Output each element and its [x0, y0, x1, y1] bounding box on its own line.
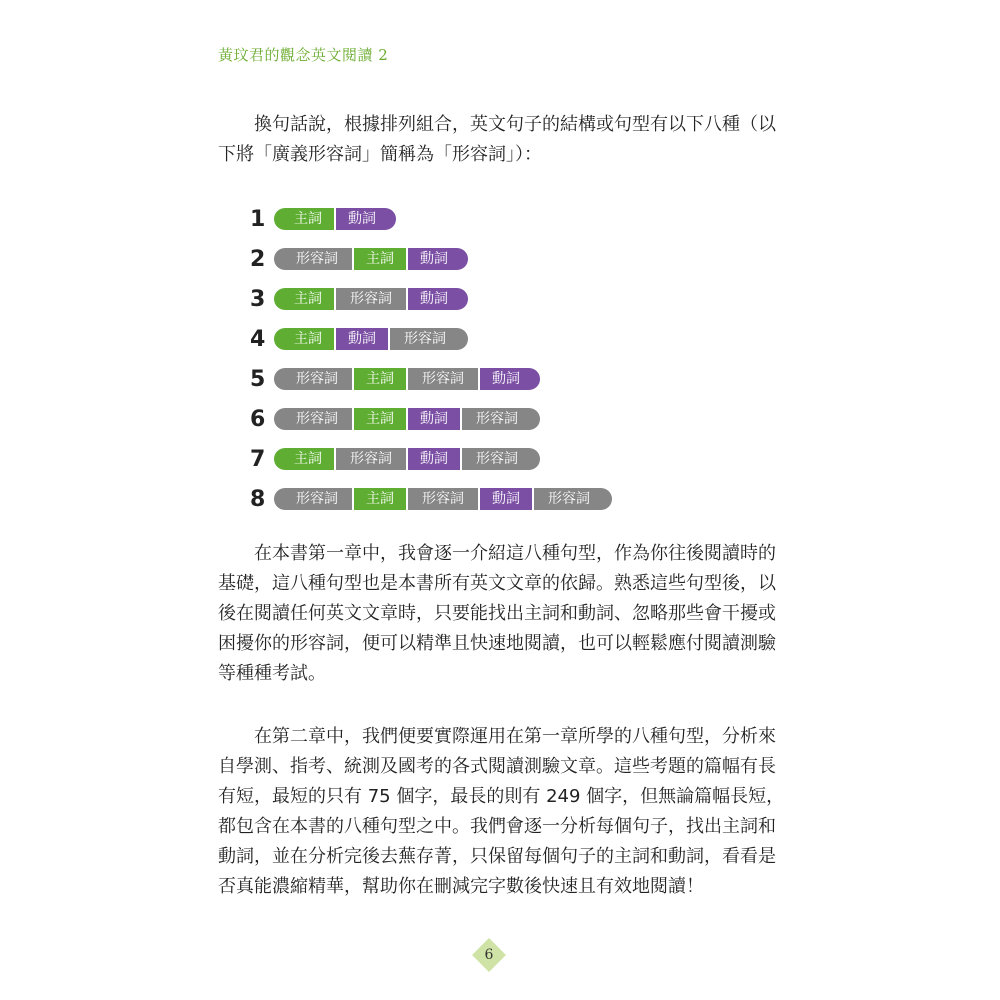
pattern-row-4	[250, 319, 612, 359]
adj-tag: 形容詞	[336, 288, 406, 310]
adj-tag: 形容詞	[274, 408, 352, 430]
verb-tag: 動詞	[408, 288, 468, 310]
pattern-row-6	[250, 399, 612, 439]
pattern-row-7	[250, 439, 612, 479]
text-line: 有短，最短的只有 75 個字，最長的則有 249 個字，但無論篇幅長短，	[218, 786, 785, 807]
text-line: 換句話說，根據排列組合，英文句子的結構或句型有以下八種（以	[254, 114, 776, 135]
adj-tag: 形容詞	[534, 488, 612, 510]
subject-tag: 主詞	[274, 328, 334, 350]
pattern-pill	[274, 288, 468, 310]
adj-tag: 形容詞	[274, 368, 352, 390]
pattern-pill	[274, 328, 468, 350]
subject-tag: 主詞	[274, 448, 334, 470]
pattern-number: 8	[250, 486, 266, 512]
running-header: 黃玟君的觀念英文閱讀 2	[218, 46, 389, 64]
subject-tag: 主詞	[354, 248, 406, 270]
text-line: 後在閱讀任何英文文章時，只要能找出主詞和動詞、忽略那些會干擾或	[218, 603, 776, 624]
pattern-number: 3	[250, 286, 266, 312]
verb-tag: 動詞	[480, 368, 540, 390]
subject-tag: 主詞	[354, 408, 406, 430]
intro-paragraph	[218, 110, 776, 170]
subject-tag: 主詞	[274, 208, 334, 230]
text-line: 在第二章中，我們便要實際運用在第一章所學的八種句型，分析來	[254, 726, 776, 747]
verb-tag: 動詞	[408, 408, 460, 430]
adj-tag: 形容詞	[462, 408, 540, 430]
subject-tag: 主詞	[354, 488, 406, 510]
subject-tag: 主詞	[274, 288, 334, 310]
text-line: 動詞，並在分析完後去蕪存菁，只保留每個句子的主詞和動詞，看看是	[218, 846, 776, 867]
pattern-pill	[274, 488, 612, 510]
pattern-row-3	[250, 279, 612, 319]
pattern-row-2	[250, 239, 612, 279]
pattern-number: 6	[250, 406, 266, 432]
adj-tag: 形容詞	[408, 368, 478, 390]
verb-tag: 動詞	[408, 448, 460, 470]
text-line: 否真能濃縮精華，幫助你在刪減完字數後快速且有效地閱讀！	[218, 876, 704, 897]
pattern-row-5	[250, 359, 612, 399]
sentence-pattern-list	[250, 199, 612, 519]
pattern-pill	[274, 248, 468, 270]
pattern-pill	[274, 208, 396, 230]
adj-tag: 形容詞	[274, 488, 352, 510]
adj-tag: 形容詞	[336, 448, 406, 470]
text-line: 自學測、指考、統測及國考的各式閱讀測驗文章。這些考題的篇幅有長	[218, 756, 776, 777]
verb-tag: 動詞	[336, 328, 388, 350]
verb-tag: 動詞	[480, 488, 532, 510]
subject-tag: 主詞	[354, 368, 406, 390]
pattern-pill	[274, 368, 540, 390]
pattern-number: 4	[250, 326, 266, 352]
adj-tag: 形容詞	[274, 248, 352, 270]
adj-tag: 形容詞	[390, 328, 468, 350]
page-number-badge	[472, 938, 506, 972]
verb-tag: 動詞	[408, 248, 468, 270]
verb-tag: 動詞	[336, 208, 396, 230]
pattern-number: 2	[250, 246, 266, 272]
text-line: 基礎，這八種句型也是本書所有英文文章的依歸。熟悉這些句型後，以	[218, 573, 776, 594]
text-line: 都包含在本書的八種句型之中。我們會逐一分析每個句子，找出主詞和	[218, 816, 776, 837]
pattern-pill	[274, 408, 540, 430]
pattern-number: 7	[250, 446, 266, 472]
pattern-number: 5	[250, 366, 266, 392]
pattern-row-8	[250, 479, 612, 519]
pattern-row-1	[250, 199, 612, 239]
chapter-two-paragraph	[218, 722, 785, 902]
page-number: 6	[484, 947, 494, 963]
chapter-one-paragraph	[218, 539, 776, 689]
adj-tag: 形容詞	[462, 448, 540, 470]
text-line: 下將「廣義形容詞」簡稱為「形容詞」）：	[218, 144, 542, 165]
adj-tag: 形容詞	[408, 488, 478, 510]
pattern-number: 1	[250, 206, 266, 232]
text-line: 在本書第一章中，我會逐一介紹這八種句型，作為你往後閱讀時的	[254, 543, 776, 564]
text-line: 困擾你的形容詞，便可以精準且快速地閱讀，也可以輕鬆應付閱讀測驗	[218, 633, 776, 654]
pattern-pill	[274, 448, 540, 470]
text-line: 等種種考試。	[218, 663, 326, 684]
